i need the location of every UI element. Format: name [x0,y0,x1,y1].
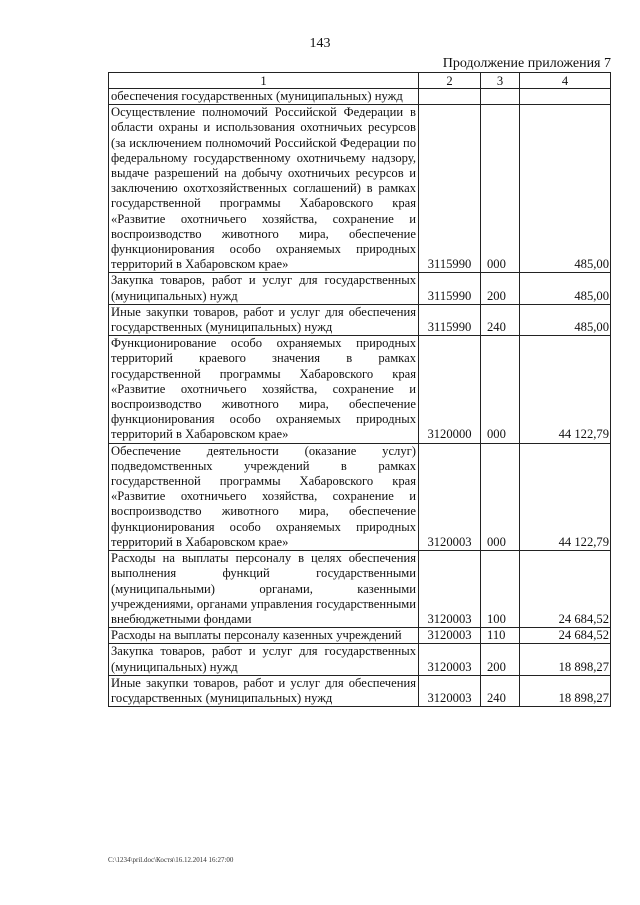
row-expense-type: 100 [481,551,520,628]
file-path-footer: C:\1234\pril.doc\Костя\16.12.2014 16:27:00 [108,856,234,864]
page-number: 143 [309,36,331,51]
column-header: 4 [520,73,611,89]
row-target-code: 3115990 [419,273,481,304]
row-target-code: 3120003 [419,675,481,706]
row-target-code: 3120003 [419,644,481,675]
row-description: Обеспечение деятельности (оказание услуг) подведомственных учреждений в рамках государственной программы Хабаровского края «Развитие охотничьего хозяйства, сохранение и воспроизводство животного мира, обеспечение функционирования особо охраняемых природных территорий в Хабаровском крае» [109,443,419,550]
row-amount: 24 684,52 [520,551,611,628]
table-row [109,675,611,706]
row-amount: 18 898,27 [520,675,611,706]
row-amount: 485,00 [520,105,611,273]
row-amount: 24 684,52 [520,628,611,644]
row-expense-type: 200 [481,273,520,304]
row-description: Закупка товаров, работ и услуг для государственных (муниципальных) нужд [109,644,419,675]
row-expense-type: 240 [481,304,520,335]
row-amount: 18 898,27 [520,644,611,675]
row-description: Функционирование особо охраняемых природных территорий краевого значения в рамках государственной программы Хабаровского края «Развитие охотничьего хозяйства, сохранение и воспроизводство животного мира, обеспечение функционирования особо охраняемых природных территорий в Хабаровском крае» [109,336,419,443]
row-target-code: 3115990 [419,304,481,335]
table-row [109,304,611,335]
row-expense-type: 000 [481,105,520,273]
table-row [109,628,611,644]
column-header: 1 [109,73,419,89]
row-target-code: 3120003 [419,551,481,628]
row-description: обеспечения государственных (муниципальных) нужд [109,89,419,105]
row-target-code: 3120000 [419,336,481,443]
table-row [109,89,611,105]
column-header: 3 [481,73,520,89]
row-expense-type: 110 [481,628,520,644]
row-amount: 44 122,79 [520,443,611,550]
table-row [109,105,611,273]
row-amount [520,89,611,105]
column-header: 2 [419,73,481,89]
row-amount: 485,00 [520,304,611,335]
row-amount: 44 122,79 [520,336,611,443]
header-row [109,73,611,89]
row-expense-type: 200 [481,644,520,675]
row-description: Расходы на выплаты персоналу в целях обеспечения выполнения функций государственными (муниципальными) органами, казенными учреждениями, органами управления государственными внебюджетными фондами [109,551,419,628]
row-description: Иные закупки товаров, работ и услуг для обеспечения государственных (муниципальных) нужд [109,304,419,335]
continuation-label: Продолжение приложения 7 [442,56,611,71]
table-row [109,336,611,443]
row-description: Закупка товаров, работ и услуг для государственных (муниципальных) нужд [109,273,419,304]
row-target-code: 3115990 [419,105,481,273]
row-description: Иные закупки товаров, работ и услуг для обеспечения государственных (муниципальных) нужд [109,675,419,706]
row-description: Осуществление полномочий Российской Федерации в области охраны и использования охотничьих ресурсов (за исключением полномочий Российской Федерации по федеральному государственному охотничьему надзору, выдаче разрешений на добычу охотничьих ресурсов и заключению охотхозяйственных соглашений) в рамках государственной программы Хабаровского края «Развитие охотничьего хозяйства, сохранение и воспроизводство животного мира, обеспечение функционирования особо охраняемых природных территорий в Хабаровском крае» [109,105,419,273]
row-expense-type: 240 [481,675,520,706]
row-expense-type [481,89,520,105]
row-expense-type: 000 [481,443,520,550]
table-row [109,443,611,550]
row-description: Расходы на выплаты персоналу казенных учреждений [109,628,419,644]
row-target-code [419,89,481,105]
table-row [109,273,611,304]
table-row [109,551,611,628]
budget-table [108,72,611,707]
row-target-code: 3120003 [419,443,481,550]
row-amount: 485,00 [520,273,611,304]
row-target-code: 3120003 [419,628,481,644]
table-row [109,644,611,675]
row-expense-type: 000 [481,336,520,443]
